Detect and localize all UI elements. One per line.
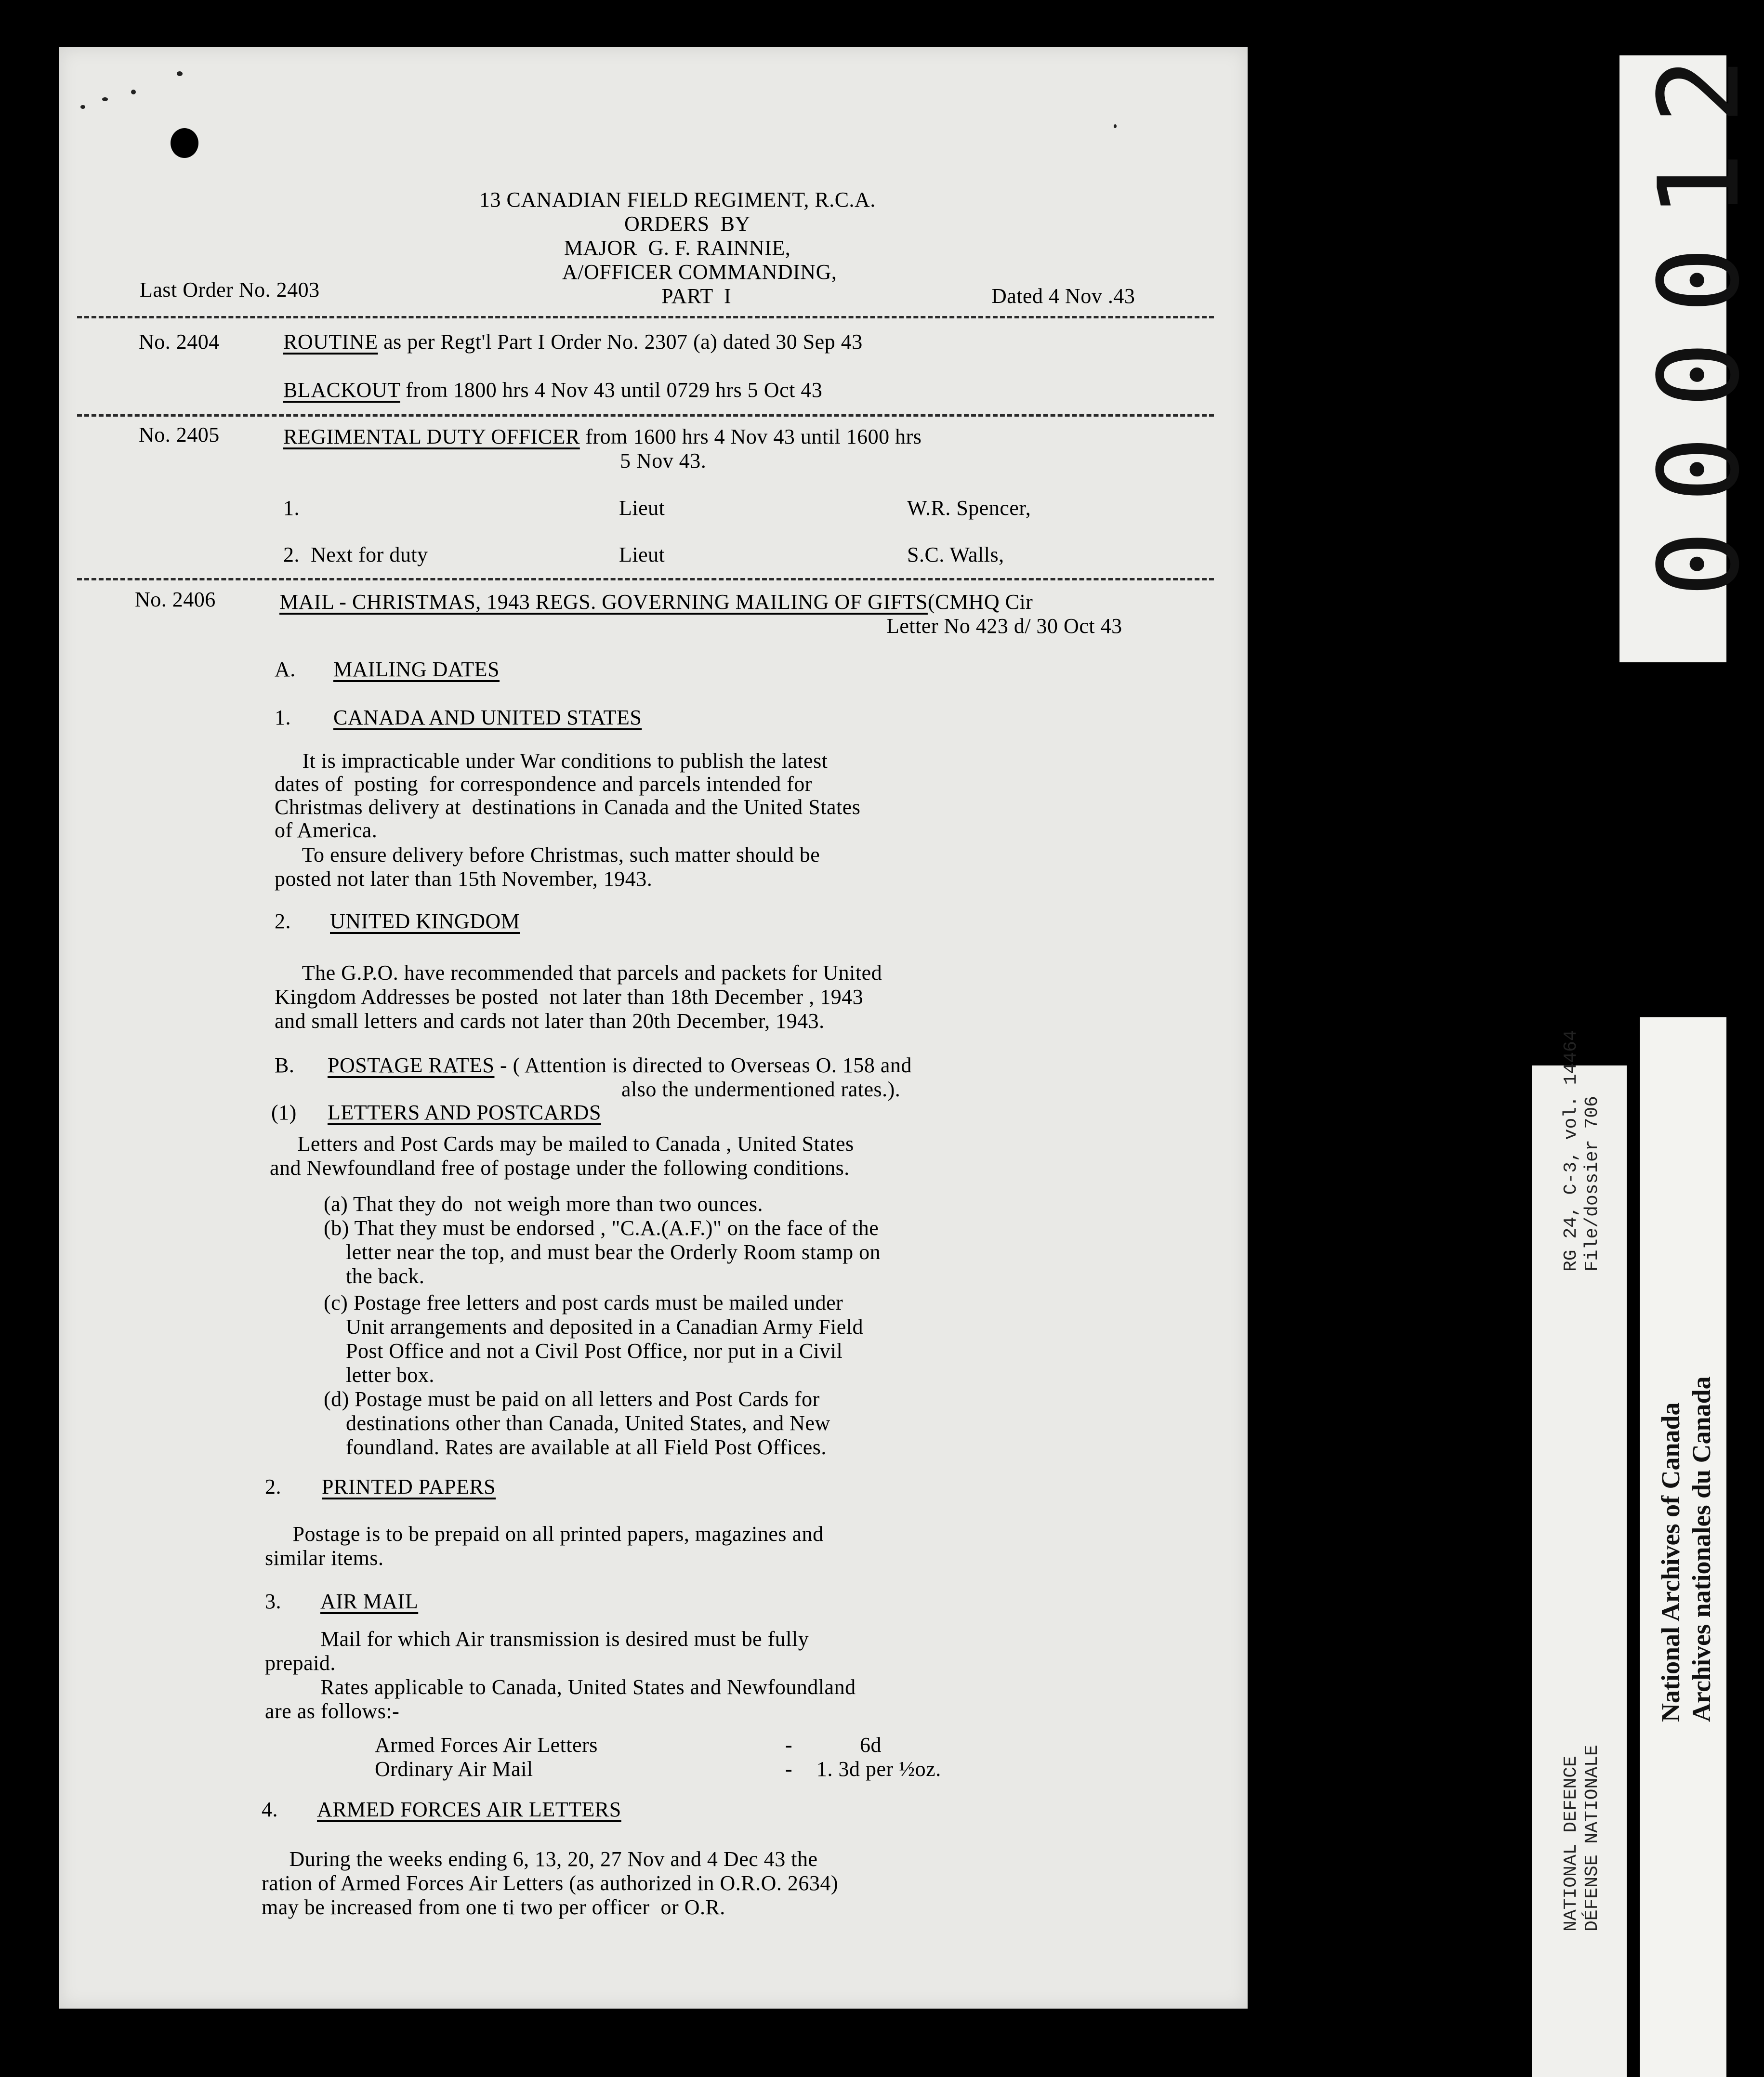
section-title: ARMED FORCES AIR LETTERS	[317, 1798, 621, 1821]
rate-label: Armed Forces Air Letters	[375, 1733, 598, 1757]
condition-line: Unit arrangements and deposited in a Canadian Army Field	[324, 1315, 863, 1339]
divider	[77, 414, 1214, 417]
paragraph-line: may be increased from one ti two per officer or O.R.	[262, 1895, 725, 1919]
paragraph-line: It is impracticable under War conditions to publish the latest	[275, 749, 828, 773]
paragraph-line: Letters and Post Cards may be mailed to Canada , United States	[270, 1132, 854, 1156]
archive-reference	[1561, 1030, 1603, 1272]
paragraph-line: posted not later than 15th November, 1943.	[275, 867, 653, 891]
condition-line: destinations other than Canada, United States, and New	[324, 1411, 830, 1435]
section-number: B.	[275, 1053, 295, 1077]
commander-line: MAJOR G. F. RAINNIE,	[564, 236, 791, 260]
role-line: A/OFFICER COMMANDING,	[562, 260, 837, 284]
order-number: No. 2406	[135, 588, 216, 611]
paragraph-line: Christmas delivery at destinations in Canada and the United States	[275, 795, 861, 819]
paragraph-line: prepaid.	[265, 1651, 336, 1675]
reference-line: RG 24, C-3, vol. 14464	[1561, 1030, 1581, 1272]
section-title: PRINTED PAPERS	[322, 1475, 496, 1499]
duty-row-name: S.C. Walls,	[907, 543, 1004, 566]
section-title: AIR MAIL	[320, 1590, 419, 1613]
duty-row-name: W.R. Spencer,	[907, 496, 1031, 520]
subsection-title: LETTERS AND POSTCARDS	[328, 1101, 601, 1124]
paragraph-line: During the weeks ending 6, 13, 20, 27 Nov and 4 Dec 43 the	[262, 1847, 818, 1871]
mail-title-line	[279, 590, 1033, 614]
section-number: A.	[275, 657, 296, 681]
rate-separator: -	[785, 1757, 793, 1781]
section-number: 1.	[275, 706, 291, 729]
condition-line: foundland. Rates are available at all Field Post Offices.	[324, 1435, 827, 1459]
divider	[77, 578, 1214, 580]
rate-label: Ordinary Air Mail	[375, 1757, 533, 1781]
section-number: 3.	[265, 1590, 281, 1613]
reference-line: File/dossier 706	[1582, 1096, 1603, 1272]
duty-officer-title: REGIMENTAL DUTY OFFICER	[283, 425, 580, 448]
paragraph-line: similar items.	[265, 1546, 384, 1570]
section-title: CANADA AND UNITED STATES	[333, 706, 642, 729]
routine-line	[283, 330, 863, 354]
speck	[1114, 124, 1117, 128]
duty-row-rank: Lieut	[619, 543, 665, 566]
section-title: MAILING DATES	[333, 657, 500, 681]
condition-line: (c) Postage free letters and post cards must be mailed under	[324, 1291, 843, 1315]
orders-by: ORDERS BY	[624, 212, 750, 236]
duty-period-end: 5 Nov 43.	[620, 449, 707, 473]
archives-fr: Archives nationales du Canada	[1687, 1376, 1716, 1722]
frame-number: 000012	[1635, 29, 1764, 597]
order-number: No. 2405	[139, 423, 220, 447]
department-line: DÉFENSE NATIONALE	[1582, 1745, 1603, 1932]
section-title: POSTAGE RATES	[328, 1053, 495, 1077]
duty-row-number: 2. Next for duty	[283, 543, 428, 566]
blackout-text: from 1800 hrs 4 Nov 43 until 0729 hrs 5 Oct 43	[400, 378, 823, 402]
speck	[177, 71, 183, 76]
routine-text: as per Regt'l Part I Order No. 2307 (a) dated 30 Sep 43	[378, 330, 863, 354]
condition-line: (b) That they must be endorsed , "C.A.(A.F.)" on the face of the	[324, 1216, 879, 1240]
paragraph-line: The G.P.O. have recommended that parcels and packets for United	[275, 961, 882, 985]
duty-officer-line	[283, 425, 921, 449]
department-label	[1561, 1745, 1603, 1932]
duty-row-rank: Lieut	[619, 496, 665, 520]
archives-label	[1655, 1376, 1717, 1722]
condition-line: Post Office and not a Civil Post Office, nor put in a Civil	[324, 1339, 843, 1363]
section-number: 2.	[265, 1475, 281, 1499]
part-label: PART I	[661, 284, 732, 308]
speck	[80, 105, 85, 109]
rate-value: 6d	[860, 1733, 882, 1757]
rate-separator: -	[785, 1733, 793, 1757]
punch-hole	[171, 128, 198, 158]
postage-rates-line	[328, 1053, 912, 1078]
paragraph-line: Mail for which Air transmission is desired must be fully	[265, 1627, 809, 1651]
condition-line: (d) Postage must be paid on all letters and Post Cards for	[324, 1387, 820, 1411]
paragraph-line: Postage is to be prepaid on all printed papers, magazines and	[265, 1522, 824, 1546]
blackout-line	[283, 378, 822, 402]
condition-line: letter near the top, and must bear the Orderly Room stamp on	[324, 1240, 881, 1264]
divider	[77, 316, 1214, 318]
mail-reference: Letter No 423 d/ 30 Oct 43	[886, 614, 1122, 638]
paragraph-line: To ensure delivery before Christmas, such matter should be	[275, 843, 820, 867]
paragraph-line: Rates applicable to Canada, United States and Newfoundland	[265, 1675, 856, 1699]
speck	[102, 97, 108, 101]
paragraph-line: ration of Armed Forces Air Letters (as authorized in O.R.O. 2634)	[262, 1871, 838, 1895]
blackout-label: BLACKOUT	[283, 378, 400, 402]
rate-value: 1. 3d per ½oz.	[816, 1757, 941, 1781]
condition-line: the back.	[324, 1264, 425, 1288]
last-order: Last Order No. 2403	[140, 278, 320, 302]
routine-label: ROUTINE	[283, 330, 378, 354]
subsection-number: (1)	[271, 1101, 297, 1124]
duty-period: from 1600 hrs 4 Nov 43 until 1600 hrs	[579, 425, 922, 448]
paragraph-line: and small letters and cards not later than 20th December, 1943.	[275, 1009, 825, 1033]
paragraph-line: dates of posting for correspondence and parcels intended for	[275, 772, 812, 796]
section-number: 2.	[275, 909, 291, 933]
section-number: 4.	[262, 1798, 278, 1821]
mail-title: MAIL - CHRISTMAS, 1943 REGS. GOVERNING MAILING OF GIFTS	[279, 590, 928, 614]
condition-line: (a) That they do not weigh more than two ounces.	[324, 1192, 764, 1216]
condition-line: letter box.	[324, 1363, 434, 1387]
mail-title-ref: (CMHQ Cir	[927, 590, 1033, 614]
paragraph-line: Kingdom Addresses be posted not later than 18th December , 1943	[275, 985, 864, 1009]
archives-en: National Archives of Canada	[1656, 1402, 1685, 1722]
postage-rates-note: - ( Attention is directed to Overseas O. 158 and	[494, 1053, 912, 1077]
order-number: No. 2404	[139, 330, 220, 354]
paragraph-line: and Newfoundland free of postage under the following conditions.	[270, 1156, 850, 1180]
paragraph-line: of America.	[275, 818, 378, 842]
postage-rates-note-cont: also the undermentioned rates.).	[621, 1078, 901, 1101]
unit-heading: 13 CANADIAN FIELD REGIMENT, R.C.A.	[479, 188, 876, 211]
duty-row-number: 1.	[283, 496, 300, 520]
speck	[131, 90, 136, 94]
section-title: UNITED KINGDOM	[330, 909, 520, 933]
dated-label: Dated 4 Nov .43	[991, 284, 1135, 308]
department-line: NATIONAL DEFENCE	[1561, 1756, 1581, 1932]
paragraph-line: are as follows:-	[265, 1699, 400, 1723]
